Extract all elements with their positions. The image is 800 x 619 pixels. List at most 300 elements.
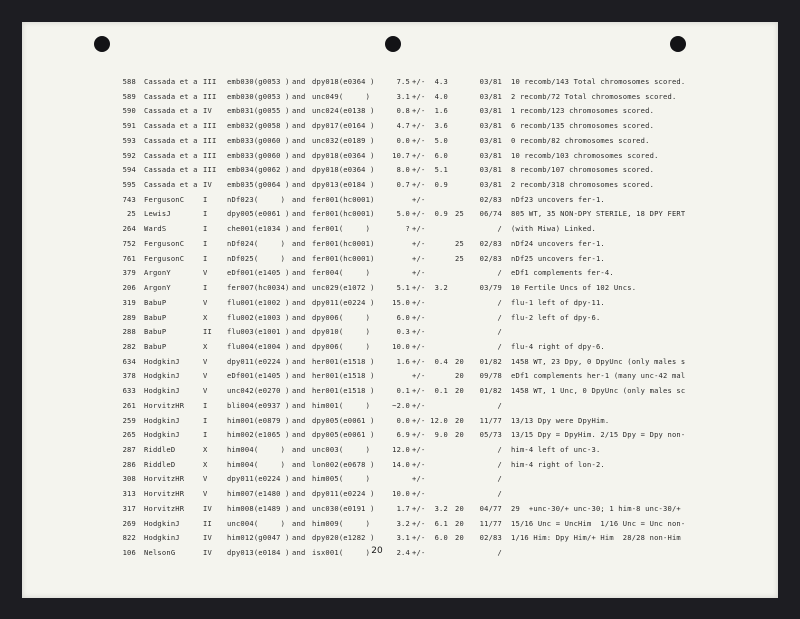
table-row (22, 133, 778, 148)
cell-gene1: dpy005(e0061 ) (227, 209, 290, 219)
cell-chr: III (203, 121, 217, 131)
cell-gene2: unc024(e0138 ) (312, 106, 375, 116)
cell-date: / (497, 459, 502, 469)
cell-note: 1/16 Him: Dpy Him/+ Him 28/28 non-Him (511, 533, 681, 543)
cell-v2: 5.0 (434, 135, 448, 145)
table-row (22, 471, 778, 486)
cell-num: 593 (122, 135, 136, 145)
table-row (22, 413, 778, 428)
cell-note: nDf25 uncovers fer-1. (511, 253, 605, 263)
cell-gene1: emb033(g0060 ) (227, 135, 290, 145)
cell-note: (with Miwa) Linked. (511, 224, 596, 234)
cell-date: / (497, 341, 502, 351)
cell-gene2: dpy013(e0184 ) (312, 180, 375, 190)
cell-date: 03/81 (479, 106, 502, 116)
cell-val: 5.1 (396, 283, 410, 293)
cell-v2: 0.9 (434, 209, 448, 219)
cell-v3: 20 (455, 415, 464, 425)
cell-note: 10 recomb/103 chromosomes scored. (511, 150, 659, 160)
cell-note: 805 WT, 35 NON-DPY STERILE, 18 DPY FERT (511, 209, 686, 219)
cell-name: HorvitzHR (144, 474, 185, 484)
cell-chr: I (203, 253, 208, 263)
cell-name: HodgkinJ (144, 430, 180, 440)
cell-num: 25 (127, 209, 136, 219)
cell-chr: III (203, 165, 217, 175)
cell-and: and (292, 459, 306, 469)
cell-pm: +/- (412, 194, 426, 204)
cell-note: 1458 WT, 23 Dpy, 0 DpyUnc (only males s (511, 356, 686, 366)
cell-v2: 3.6 (434, 121, 448, 131)
cell-pm: +/- (412, 121, 426, 131)
cell-gene2: dpy018(e0364 ) (312, 77, 375, 86)
cell-v3: 20 (455, 430, 464, 440)
cell-and: and (292, 327, 306, 337)
cell-note: 10 recomb/143 Total chromosomes scored. (511, 77, 686, 86)
cell-date: / (497, 297, 502, 307)
cell-v3: 20 (455, 386, 464, 396)
table-row (22, 251, 778, 266)
cell-gene1: flu004(e1004 ) (227, 341, 290, 351)
cell-gene1: flu002(e1003 ) (227, 312, 290, 322)
cell-name: Cassada et a (144, 91, 198, 101)
cell-gene2: her001(e1518 ) (312, 356, 375, 366)
cell-pm: +/- (412, 459, 426, 469)
cell-chr: V (203, 297, 208, 307)
cell-and: and (292, 297, 306, 307)
cell-val: 10.7 (392, 150, 410, 160)
cell-chr: I (203, 209, 208, 219)
cell-name: FergusonC (144, 238, 185, 248)
cell-name: ArgonY (144, 268, 171, 278)
cell-name: Cassada et a (144, 135, 198, 145)
cell-gene2: her001(e1518 ) (312, 386, 375, 396)
cell-val: 6.0 (396, 312, 410, 322)
cell-chr: I (203, 430, 208, 440)
table-row (22, 74, 778, 89)
cell-note: eDf1 complements fer-4. (511, 268, 614, 278)
cell-and: and (292, 209, 306, 219)
cell-v3: 20 (455, 518, 464, 528)
cell-num: 287 (122, 444, 136, 454)
cell-and: and (292, 165, 306, 175)
cell-name: HodgkinJ (144, 533, 180, 543)
cell-name: ArgonY (144, 283, 171, 293)
cell-num: 743 (122, 194, 136, 204)
cell-gene2: dpy011(e0224 ) (312, 489, 375, 499)
cell-pm: +/- (412, 415, 426, 425)
cell-val: 2.4 (396, 548, 410, 557)
cell-gene1: emb030(g0053 ) (227, 77, 290, 86)
cell-and: and (292, 474, 306, 484)
cell-note: 1 recomb/123 chromosomes scored. (511, 106, 655, 116)
cell-gene1: che001(e1034 ) (227, 224, 290, 234)
table-row (22, 516, 778, 531)
cell-gene1: dpy013(e0184 ) (227, 548, 290, 557)
cell-v2: 3.2 (434, 503, 448, 513)
cell-gene1: flu001(e1002 ) (227, 297, 290, 307)
cell-num: 822 (122, 533, 136, 543)
cell-date: / (497, 548, 502, 557)
cell-gene2: unc029(e1072 ) (312, 283, 375, 293)
cell-name: Cassada et a (144, 121, 198, 131)
cell-name: HodgkinJ (144, 371, 180, 381)
cell-gene1: him004( ) (227, 444, 286, 454)
table-row (22, 177, 778, 192)
cell-and: and (292, 238, 306, 248)
cell-num: 261 (122, 400, 136, 410)
cell-val: 3.1 (396, 91, 410, 101)
cell-gene1: eDf001(e1405 ) (227, 268, 290, 278)
cell-name: Cassada et a (144, 150, 198, 160)
cell-v2: 9.0 (434, 430, 448, 440)
cell-gene2: unc049( ) (312, 91, 371, 101)
cell-note: 29 +unc-30/+ unc-30; 1 him-8 unc-30/+ (511, 503, 681, 513)
cell-gene1: him001(e0879 ) (227, 415, 290, 425)
cell-v2: 6.0 (434, 150, 448, 160)
cell-name: HorvitzHR (144, 400, 185, 410)
cell-date: 03/81 (479, 91, 502, 101)
cell-v3: 25 (455, 253, 464, 263)
cell-date: 03/81 (479, 77, 502, 86)
cell-note: 1458 WT, 1 Unc, 0 DpyUnc (only males sc (511, 386, 686, 396)
cell-and: and (292, 312, 306, 322)
cell-and: and (292, 489, 306, 499)
cell-val: 10.0 (392, 489, 410, 499)
cell-chr: X (203, 341, 208, 351)
cell-gene2: dpy018(e0364 ) (312, 165, 375, 175)
punch-hole-left (94, 36, 110, 52)
cell-and: and (292, 430, 306, 440)
cell-num: 282 (122, 341, 136, 351)
cell-num: 591 (122, 121, 136, 131)
table-row (22, 486, 778, 501)
cell-date: / (497, 444, 502, 454)
cell-v2: 6.1 (434, 518, 448, 528)
cell-gene1: nDf025( ) (227, 253, 286, 263)
cell-num: 269 (122, 518, 136, 528)
document-page (22, 22, 778, 598)
cell-and: and (292, 548, 306, 557)
cell-pm: +/- (412, 503, 426, 513)
cell-pm: +/- (412, 253, 426, 263)
cell-v3: 20 (455, 356, 464, 366)
cell-num: 590 (122, 106, 136, 116)
cell-val: 0.0 (396, 135, 410, 145)
cell-v2: 4.0 (434, 91, 448, 101)
cell-gene2: unc003( ) (312, 444, 371, 454)
cell-val: 4.7 (396, 121, 410, 131)
cell-and: and (292, 135, 306, 145)
cell-chr: V (203, 474, 208, 484)
cell-and: and (292, 444, 306, 454)
cell-date: / (497, 268, 502, 278)
cell-pm: +/- (412, 106, 426, 116)
table-row (22, 103, 778, 118)
cell-gene2: fer004( ) (312, 268, 371, 278)
cell-name: BabuP (144, 341, 167, 351)
cell-chr: II (203, 327, 212, 337)
cell-and: and (292, 224, 306, 234)
cell-and: and (292, 180, 306, 190)
cell-name: FergusonC (144, 253, 185, 263)
cell-num: 206 (122, 283, 136, 293)
cell-pm: +/- (412, 91, 426, 101)
cell-pm: +/- (412, 327, 426, 337)
page-number: 20 (371, 546, 383, 556)
cell-val: 0.8 (396, 106, 410, 116)
cell-num: 592 (122, 150, 136, 160)
cell-gene2: unc030(e0191 ) (312, 503, 375, 513)
table-row (22, 280, 778, 295)
cell-val: 0.0 (396, 415, 410, 425)
cell-chr: III (203, 150, 217, 160)
cell-date: / (497, 224, 502, 234)
cell-val: 15.0 (392, 297, 410, 307)
cell-note: 0 recomb/82 chromosomes scored. (511, 135, 650, 145)
cell-and: and (292, 268, 306, 278)
cell-pm: +/- (412, 283, 426, 293)
table-row (22, 442, 778, 457)
cell-gene2: dpy006( ) (312, 341, 371, 351)
cell-val: 0.7 (396, 180, 410, 190)
cell-num: 634 (122, 356, 136, 366)
cell-date: 01/82 (479, 356, 502, 366)
cell-v2: 0.1 (434, 386, 448, 396)
cell-v2: 0.9 (434, 180, 448, 190)
cell-num: 752 (122, 238, 136, 248)
cell-chr: V (203, 268, 208, 278)
cell-v2: 12.0 (430, 415, 448, 425)
cell-date: 06/74 (479, 209, 502, 219)
table-row (22, 118, 778, 133)
cell-date: 02/83 (479, 194, 502, 204)
cell-chr: IV (203, 106, 212, 116)
table-row (22, 236, 778, 251)
cell-pm: +/- (412, 180, 426, 190)
cell-pm: +/- (412, 297, 426, 307)
table-row (22, 457, 778, 472)
table-row (22, 339, 778, 354)
mapping-data-table (22, 74, 778, 560)
table-row (22, 368, 778, 383)
table-row (22, 383, 778, 398)
cell-date: 04/77 (479, 503, 502, 513)
cell-pm: +/- (412, 312, 426, 322)
cell-name: HorvitzHR (144, 489, 185, 499)
cell-val: 0.3 (396, 327, 410, 337)
cell-val: 6.9 (396, 430, 410, 440)
cell-note: flu-4 right of dpy-6. (511, 341, 605, 351)
cell-name: BabuP (144, 327, 167, 337)
cell-gene1: him008(e1489 ) (227, 503, 290, 513)
cell-num: 264 (122, 224, 136, 234)
cell-and: and (292, 194, 306, 204)
cell-chr: I (203, 415, 208, 425)
cell-name: HodgkinJ (144, 518, 180, 528)
cell-chr: V (203, 386, 208, 396)
cell-num: 319 (122, 297, 136, 307)
cell-chr: X (203, 312, 208, 322)
table-row (22, 148, 778, 163)
cell-and: and (292, 150, 306, 160)
cell-gene1: eDf001(e1405 ) (227, 371, 290, 381)
cell-gene2: her001(e1518 ) (312, 371, 375, 381)
cell-gene1: flu003(e1001 ) (227, 327, 290, 337)
cell-gene1: him002(e1065 ) (227, 430, 290, 440)
cell-date: 11/77 (479, 415, 502, 425)
table-row (22, 192, 778, 207)
cell-val: 10.0 (392, 341, 410, 351)
cell-v2: 4.3 (434, 77, 448, 86)
cell-gene1: nDf023( ) (227, 194, 286, 204)
cell-gene2: lon002(e0678 ) (312, 459, 375, 469)
cell-v3: 20 (455, 503, 464, 513)
cell-num: 286 (122, 459, 136, 469)
cell-gene2: dpy005(e0061 ) (312, 415, 375, 425)
cell-num: 317 (122, 503, 136, 513)
cell-note: 6 recomb/135 chromosomes scored. (511, 121, 655, 131)
cell-v2: 3.2 (434, 283, 448, 293)
cell-num: 761 (122, 253, 136, 263)
cell-name: NelsonG (144, 548, 176, 557)
cell-name: Cassada et a (144, 165, 198, 175)
cell-gene2: fer001(hc0001) (312, 238, 375, 248)
cell-and: and (292, 77, 306, 86)
cell-note: eDf1 complements her-1 (many unc-42 mal (511, 371, 686, 381)
cell-date: / (497, 400, 502, 410)
table-row (22, 427, 778, 442)
table-row (22, 545, 778, 560)
table-row (22, 221, 778, 236)
cell-chr: III (203, 91, 217, 101)
cell-chr: III (203, 77, 217, 86)
cell-note: him-4 left of unc-3. (511, 444, 601, 454)
cell-val: ? (405, 224, 410, 234)
cell-chr: X (203, 444, 208, 454)
cell-name: RiddleD (144, 444, 176, 454)
cell-pm: +/- (412, 77, 426, 86)
cell-gene1: emb032(g0058 ) (227, 121, 290, 131)
cell-gene2: fer001(hc0001) (312, 209, 375, 219)
cell-note: flu-1 left of dpy-11. (511, 297, 605, 307)
cell-name: WardS (144, 224, 167, 234)
cell-note: 15/16 Unc = UncHim 1/16 Unc = Unc non- (511, 518, 686, 528)
cell-date: 05/73 (479, 430, 502, 440)
cell-date: 03/81 (479, 165, 502, 175)
cell-gene2: dpy006( ) (312, 312, 371, 322)
cell-chr: V (203, 489, 208, 499)
cell-date: 02/83 (479, 533, 502, 543)
cell-num: 595 (122, 180, 136, 190)
table-row (22, 354, 778, 369)
cell-val: ~2.0 (392, 400, 410, 410)
cell-note: 2 recomb/72 Total chromosomes scored. (511, 91, 677, 101)
cell-num: 633 (122, 386, 136, 396)
cell-val: 0.1 (396, 386, 410, 396)
cell-chr: V (203, 371, 208, 381)
cell-gene2: him001( ) (312, 400, 371, 410)
table-row (22, 530, 778, 545)
cell-gene1: emb035(g0064 ) (227, 180, 290, 190)
cell-gene2: fer001(hc0001) (312, 194, 375, 204)
cell-name: RiddleD (144, 459, 176, 469)
cell-chr: I (203, 238, 208, 248)
cell-date: / (497, 474, 502, 484)
cell-pm: +/- (412, 341, 426, 351)
cell-and: and (292, 400, 306, 410)
cell-date: 01/82 (479, 386, 502, 396)
cell-and: and (292, 121, 306, 131)
cell-name: Cassada et a (144, 180, 198, 190)
cell-name: HodgkinJ (144, 356, 180, 366)
cell-date: 02/83 (479, 253, 502, 263)
cell-gene2: him005( ) (312, 474, 371, 484)
cell-note: 10 Fertile Uncs of 102 Uncs. (511, 283, 637, 293)
cell-note: nDf23 uncovers fer-1. (511, 194, 605, 204)
cell-chr: IV (203, 180, 212, 190)
cell-gene2: fer001(hc0001) (312, 253, 375, 263)
cell-pm: +/- (412, 135, 426, 145)
cell-chr: I (203, 194, 208, 204)
cell-note: him-4 right of lon-2. (511, 459, 605, 469)
cell-gene2: dpy005(e0061 ) (312, 430, 375, 440)
cell-note: 13/15 Dpy = DpyHim. 2/15 Dpy = Dpy non- (511, 430, 686, 440)
cell-gene2: dpy010( ) (312, 327, 371, 337)
cell-num: 259 (122, 415, 136, 425)
cell-num: 288 (122, 327, 136, 337)
cell-pm: +/- (412, 533, 426, 543)
cell-and: and (292, 371, 306, 381)
cell-num: 594 (122, 165, 136, 175)
cell-chr: III (203, 135, 217, 145)
cell-chr: IV (203, 533, 212, 543)
cell-and: and (292, 253, 306, 263)
cell-gene1: him004( ) (227, 459, 286, 469)
cell-pm: +/- (412, 400, 426, 410)
cell-and: and (292, 415, 306, 425)
cell-and: and (292, 533, 306, 543)
cell-date: 02/83 (479, 238, 502, 248)
cell-date: 03/81 (479, 121, 502, 131)
cell-date: 09/78 (479, 371, 502, 381)
cell-v2: 6.0 (434, 533, 448, 543)
cell-date: / (497, 327, 502, 337)
cell-gene1: dpy011(e0224 ) (227, 474, 290, 484)
cell-pm: +/- (412, 268, 426, 278)
cell-v2: 5.1 (434, 165, 448, 175)
cell-gene1: emb030(g0053 ) (227, 91, 290, 101)
cell-note: flu-2 left of dpy-6. (511, 312, 601, 322)
cell-name: LewisJ (144, 209, 171, 219)
cell-chr: II (203, 518, 212, 528)
cell-chr: X (203, 459, 208, 469)
cell-date: 03/81 (479, 180, 502, 190)
cell-val: 12.0 (392, 444, 410, 454)
cell-pm: +/- (412, 165, 426, 175)
cell-pm: +/- (412, 474, 426, 484)
cell-gene2: fer001( ) (312, 224, 371, 234)
cell-note: nDf24 uncovers fer-1. (511, 238, 605, 248)
cell-pm: +/- (412, 371, 426, 381)
cell-date: / (497, 489, 502, 499)
cell-gene1: emb033(g0060 ) (227, 150, 290, 160)
cell-pm: +/- (412, 489, 426, 499)
cell-gene2: dpy011(e0224 ) (312, 297, 375, 307)
cell-name: HodgkinJ (144, 415, 180, 425)
cell-num: 308 (122, 474, 136, 484)
cell-gene1: fer007(hc0034) (227, 283, 290, 293)
cell-pm: +/- (412, 209, 426, 219)
